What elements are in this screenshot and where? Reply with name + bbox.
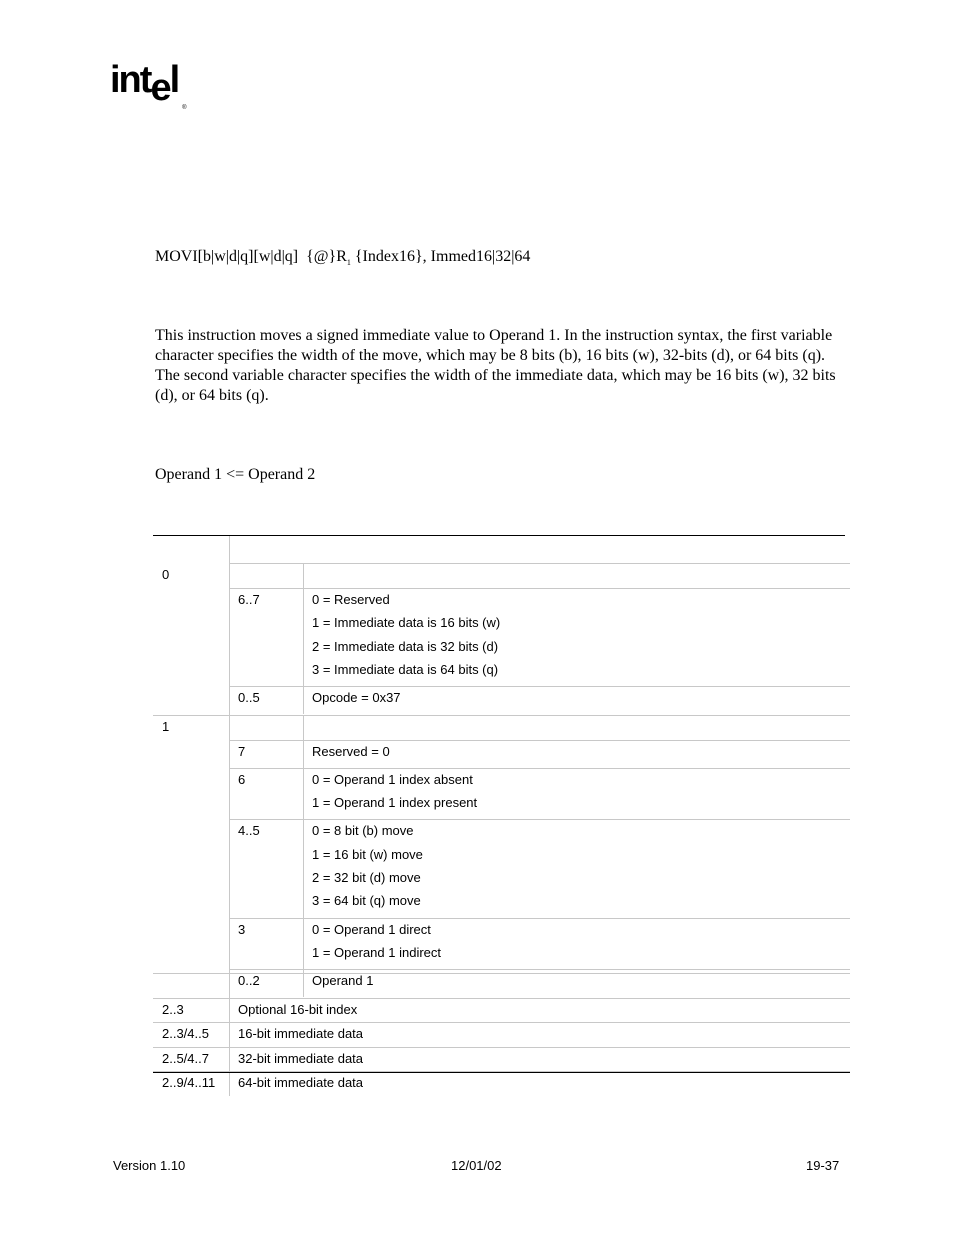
column-divider <box>303 588 304 686</box>
intel-logo: intel® <box>110 59 187 111</box>
row-divider <box>229 588 850 589</box>
syntax-suffix: {Index16}, Immed16|32|64 <box>350 248 531 265</box>
syntax-prefix: MOVI[b|w|d|q][w|d|q] {@}R <box>155 248 347 265</box>
row-divider <box>153 1022 850 1023</box>
column-divider <box>229 1022 230 1047</box>
syntax-subscript: 1 <box>346 258 351 268</box>
footer-page-number: 19-37 <box>806 1158 840 1173</box>
column-divider <box>303 740 304 768</box>
byte-number: 2..3 <box>162 1001 184 1017</box>
byte-description: 16-bit immediate data <box>238 1026 364 1041</box>
bit-range: 7 <box>238 743 246 759</box>
column-divider <box>229 1047 230 1072</box>
bit-description: 2 = 32 bit (d) move <box>312 870 421 885</box>
instruction-operation: Operand 1 <= Operand 2 <box>155 466 316 483</box>
column-divider <box>229 1071 230 1096</box>
bit-description: 1 = 16 bit (w) move <box>312 846 423 862</box>
row-divider <box>153 973 850 974</box>
byte-number: 2..3/4..5 <box>162 1026 209 1041</box>
bit-range: 6 <box>238 771 246 787</box>
byte-description: 64-bit immediate data <box>238 1075 364 1090</box>
table-bottom-rule <box>153 1072 850 1073</box>
instruction-syntax <box>155 247 530 273</box>
row-divider <box>229 686 850 687</box>
bit-description: 3 = 64 bit (q) move <box>312 893 421 909</box>
bit-description: 0 = Operand 1 direct <box>312 921 431 937</box>
bit-range: 0..5 <box>238 690 260 706</box>
byte-description: Optional 16-bit index <box>238 1001 358 1017</box>
row-divider <box>229 740 850 741</box>
column-divider <box>303 768 304 820</box>
column-divider <box>229 715 230 998</box>
column-divider <box>303 686 304 714</box>
footer-date: 12/01/02 <box>451 1158 502 1173</box>
bit-description: Opcode = 0x37 <box>312 690 401 706</box>
bit-range: 4..5 <box>238 823 260 839</box>
bit-description: Reserved = 0 <box>312 743 390 759</box>
byte-number: 1 <box>162 718 170 734</box>
row-divider <box>229 819 850 820</box>
row-divider <box>229 563 850 564</box>
column-divider <box>303 715 304 740</box>
footer-version: Version 1.10 <box>113 1158 186 1173</box>
row-divider <box>229 918 850 919</box>
row-divider <box>153 715 850 716</box>
column-divider <box>229 536 230 563</box>
bit-description: 3 = Immediate data is 64 bits (q) <box>312 661 499 677</box>
column-divider <box>303 563 304 588</box>
byte-number: 0 <box>162 567 170 582</box>
row-divider <box>229 768 850 769</box>
byte-number: 2..9/4..11 <box>162 1075 216 1090</box>
byte-description: 32-bit immediate data <box>238 1050 364 1066</box>
bit-description: 1 = Immediate data is 16 bits (w) <box>312 615 501 631</box>
registered-mark: ® <box>182 105 187 111</box>
byte-number: 2..5/4..7 <box>162 1050 209 1066</box>
instruction-description: This instruction moves a signed immediate value to Operand 1. In the instruction syntax, the first variable character specifies the width of the move, which may be 8 bits (b), 16 bits (w), 32-bits (d), or 64 bits (q). The second variable character specifies the width of the immediate data, which may be 16 bits (w), 32 bits (d), or 64 bits (q). <box>155 327 836 404</box>
bit-description: 2 = Immediate data is 32 bits (d) <box>312 638 499 654</box>
table-top-rule <box>153 535 845 536</box>
bit-description: 0 = Operand 1 index absent <box>312 771 473 787</box>
row-divider <box>153 998 850 999</box>
bit-range: 3 <box>238 921 246 937</box>
row-divider <box>229 969 850 970</box>
bit-description: 0 = Reserved <box>312 592 390 607</box>
bit-range: 6..7 <box>238 592 260 607</box>
bit-description: 1 = Operand 1 index present <box>312 795 478 811</box>
column-divider <box>229 563 230 715</box>
bit-description: 1 = Operand 1 indirect <box>312 944 441 960</box>
bit-description: Operand 1 <box>312 973 374 989</box>
column-divider <box>303 918 304 970</box>
column-divider <box>229 998 230 1023</box>
column-divider <box>303 819 304 917</box>
bit-description: 0 = 8 bit (b) move <box>312 823 414 839</box>
bit-range: 0..2 <box>238 973 260 989</box>
row-divider <box>153 1047 850 1048</box>
